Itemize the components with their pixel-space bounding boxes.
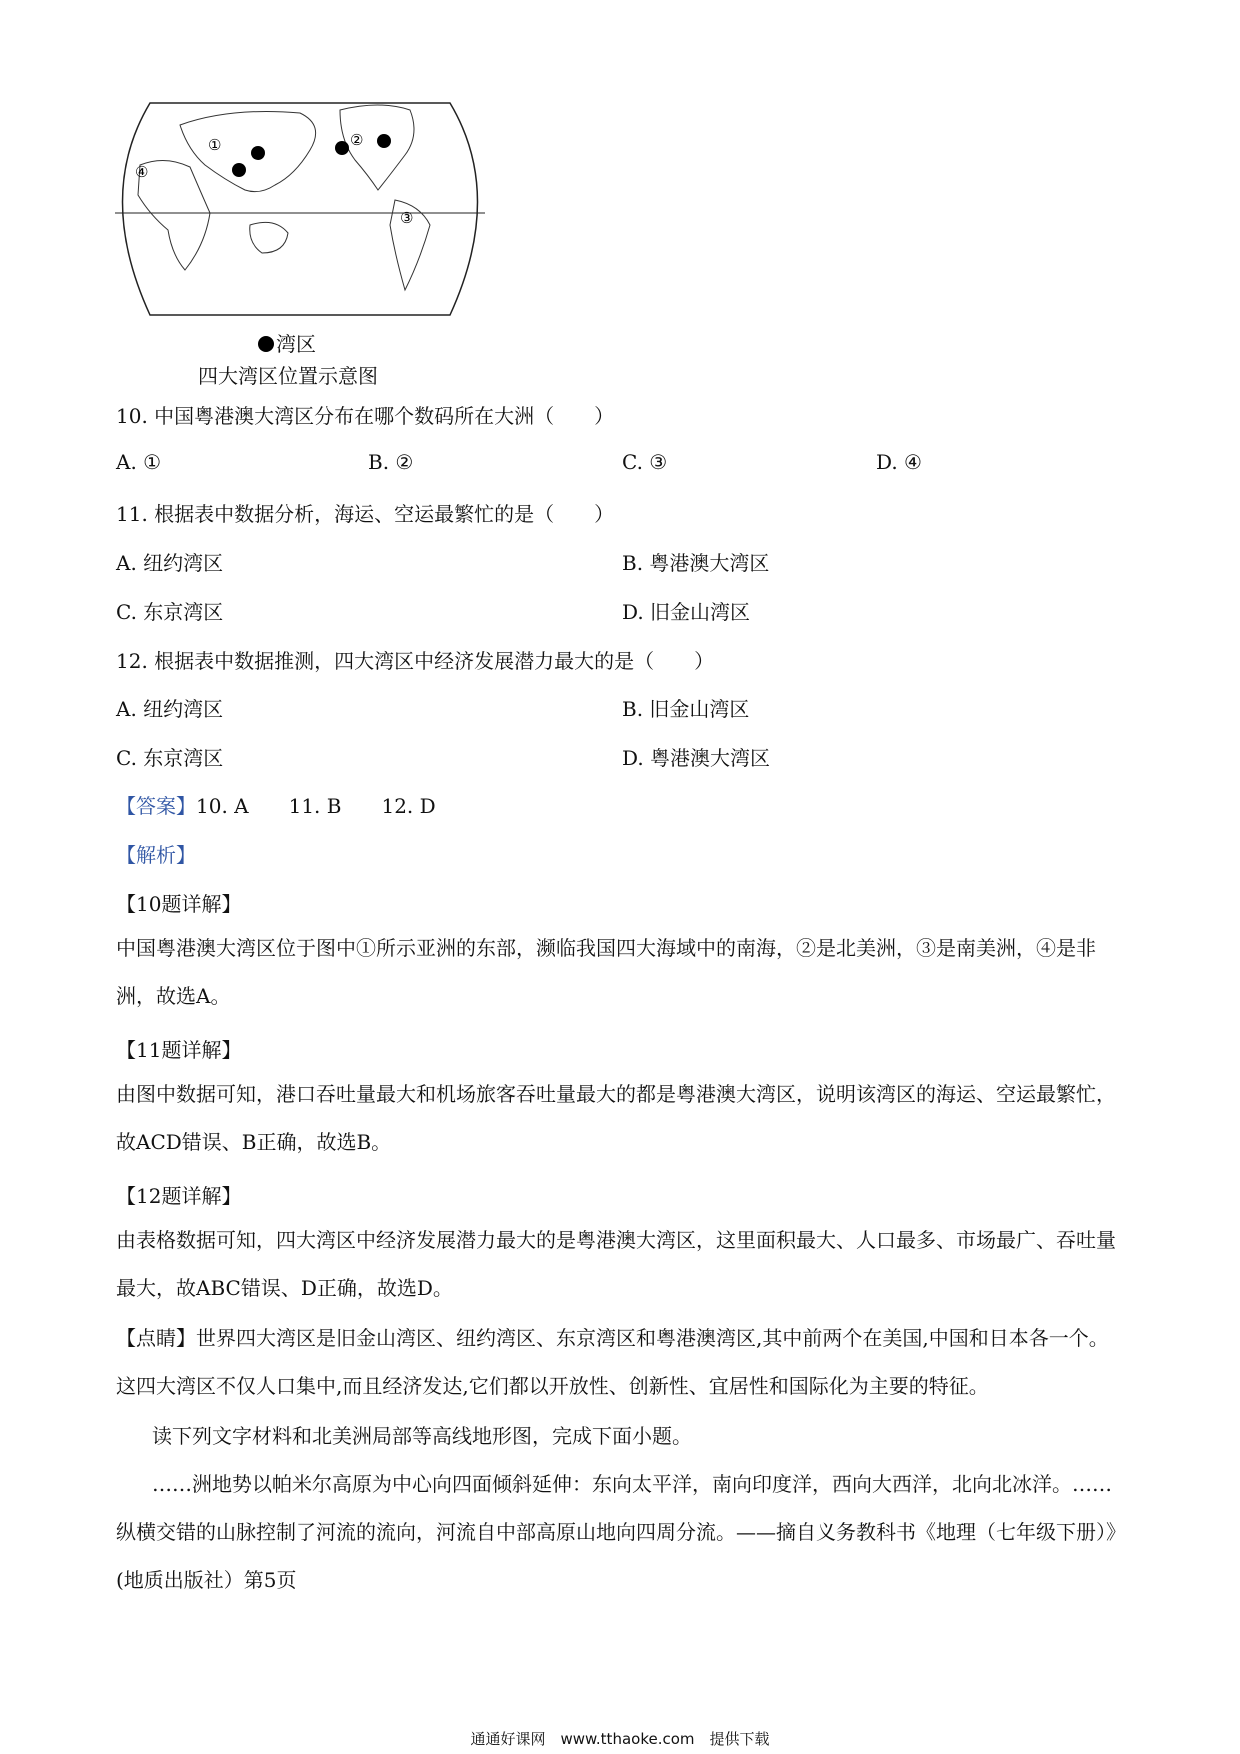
answer-label: 【答案】 bbox=[116, 794, 196, 818]
marker-3: ③ bbox=[400, 209, 414, 227]
figure-caption: 四大湾区位置示意图 bbox=[198, 364, 378, 388]
reading-passage: ……洲地势以帕米尔高原为中心向四面倾斜延伸：东向太平洋，南向印度洋，西向大西洋，北向北冰洋。……纵横交错的山脉控制了河流的流向，河流自中部高原山地向四周分流。——摘自义务教科书《地理（七年级下册）》(地质出版社）第5页 bbox=[116, 1472, 1126, 1592]
bay-area-dot-guangdong bbox=[232, 163, 246, 177]
legend-label: 湾区 bbox=[276, 332, 316, 356]
legend-dot-icon bbox=[258, 336, 274, 352]
q11-option-a: A. 纽约湾区 bbox=[116, 551, 224, 575]
q11-option-d: D. 旧金山湾区 bbox=[622, 600, 751, 624]
detail-10-title: 【10题详解】 bbox=[116, 892, 242, 916]
q12-option-a: A. 纽约湾区 bbox=[116, 697, 224, 721]
world-map bbox=[110, 95, 490, 323]
page-footer: 通通好课网 www.tthaoke.com 提供下载 bbox=[470, 1730, 770, 1748]
q12-option-b: B. 旧金山湾区 bbox=[622, 697, 750, 721]
q11-option-c: C. 东京湾区 bbox=[116, 600, 224, 624]
bay-area-dot-tokyo bbox=[251, 146, 265, 160]
marker-2: ② bbox=[350, 131, 364, 149]
q12-option-d: D. 粤港澳大湾区 bbox=[622, 746, 771, 770]
q10-option-c: C. ③ bbox=[622, 450, 668, 474]
q11-option-b: B. 粤港澳大湾区 bbox=[622, 551, 770, 575]
marker-1: ① bbox=[208, 136, 222, 154]
detail-11-text: 由图中数据可知，港口吞吐量最大和机场旅客吞吐量最大的都是粤港澳大湾区，说明该湾区的海运、空运最繁忙，故ACD错误、B正确，故选B。 bbox=[116, 1082, 1116, 1154]
q12-option-c: C. 东京湾区 bbox=[116, 746, 224, 770]
answer-value: 10. A 11. B 12. D bbox=[196, 794, 436, 818]
q10-option-a: A. ① bbox=[116, 450, 162, 474]
detail-12-title: 【12题详解】 bbox=[116, 1184, 242, 1208]
detail-10-text: 中国粤港澳大湾区位于图中①所示亚洲的东部，濒临我国四大海域中的南海，②是北美洲，③是南美洲，④是非洲，故选A。 bbox=[116, 936, 1096, 1008]
question-10-stem: 10. 中国粤港澳大湾区分布在哪个数码所在大洲（ ） bbox=[116, 404, 615, 428]
answer-line bbox=[116, 790, 436, 819]
q10-option-d: D. ④ bbox=[876, 450, 922, 474]
bay-area-dot-newyork bbox=[377, 134, 391, 148]
tip-text: 世界四大湾区是旧金山湾区、纽约湾区、东京湾区和粤港澳湾区,其中前两个在美国,中国和日本各一个。这四大湾区不仅人口集中,而且经济发达,它们都以开放性、创新性、宜居性和国际化为主要的特征。 bbox=[116, 1326, 1109, 1398]
bay-area-dot-sanfrancisco bbox=[335, 141, 349, 155]
question-11-stem: 11. 根据表中数据分析，海运、空运最繁忙的是（ ） bbox=[116, 502, 615, 526]
map-outline bbox=[123, 103, 478, 315]
tip-label: 【点睛】 bbox=[116, 1326, 196, 1350]
reading-intro: 读下列文字材料和北美洲局部等高线地形图，完成下面小题。 bbox=[152, 1424, 692, 1448]
marker-4: ④ bbox=[135, 163, 149, 181]
detail-12-text: 由表格数据可知，四大湾区中经济发展潜力最大的是粤港澳大湾区，这里面积最大、人口最多、市场最广、吞吐量最大，故ABC错误、D正确，故选D。 bbox=[116, 1228, 1116, 1300]
detail-11-title: 【11题详解】 bbox=[116, 1038, 242, 1062]
question-12-stem: 12. 根据表中数据推测，四大湾区中经济发展潜力最大的是（ ） bbox=[116, 649, 715, 673]
map-legend bbox=[258, 328, 316, 357]
tip-paragraph bbox=[116, 1314, 1126, 1410]
q10-option-b: B. ② bbox=[368, 450, 414, 474]
analysis-label: 【解析】 bbox=[116, 843, 196, 867]
